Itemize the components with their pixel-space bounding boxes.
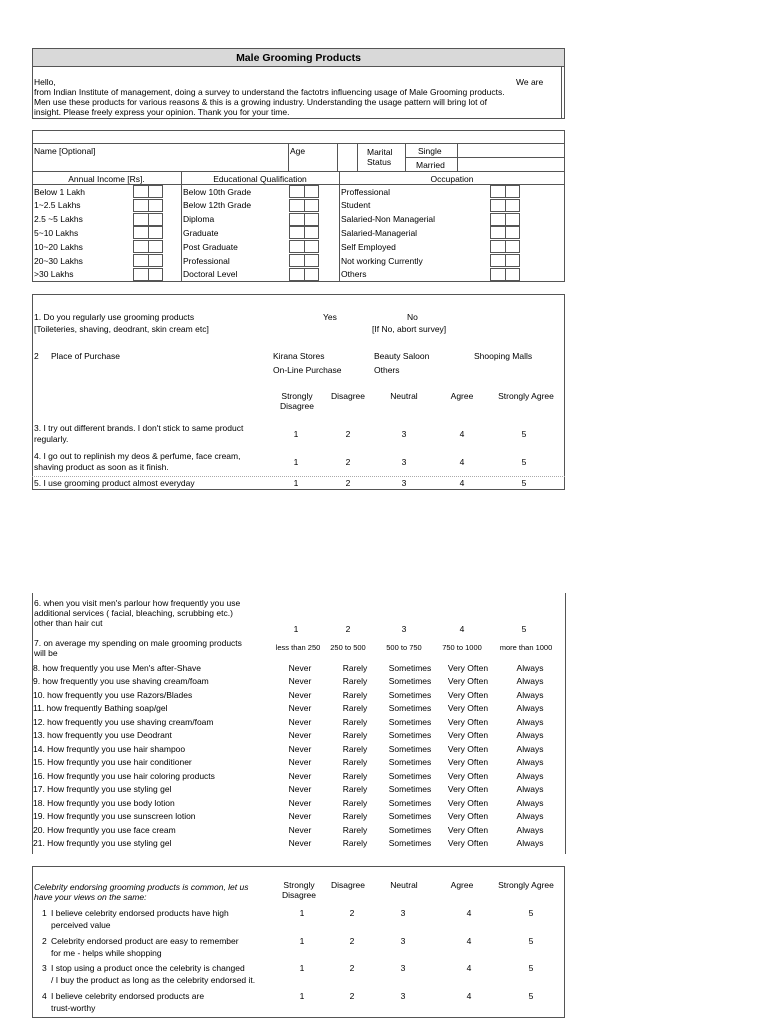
scale-strongly-disagree bbox=[270, 391, 324, 411]
table-row bbox=[33, 769, 563, 783]
q6-rating-option[interactable]: 4 bbox=[459, 624, 465, 634]
education-checkbox-alt[interactable] bbox=[305, 226, 319, 239]
frequency-option[interactable]: Sometimes bbox=[388, 703, 432, 714]
frequency-option[interactable]: Very Often bbox=[447, 797, 489, 808]
education-checkbox[interactable] bbox=[289, 268, 305, 281]
income-option: 10~20 Lakhs bbox=[34, 241, 83, 252]
income-checkbox[interactable] bbox=[133, 213, 149, 226]
table-row bbox=[33, 796, 563, 810]
occupation-checkbox[interactable] bbox=[490, 199, 506, 212]
celebrity-rating-option[interactable]: 3 bbox=[400, 990, 406, 1001]
occupation-option: Salaried-Managerial bbox=[341, 227, 418, 238]
education-checkbox-alt[interactable] bbox=[305, 199, 319, 212]
frequency-option[interactable]: Rarely bbox=[342, 716, 368, 727]
celebrity-rating-option[interactable]: 2 bbox=[349, 935, 355, 946]
frequency-question: 9. how frequently you use shaving cream/foam bbox=[33, 676, 209, 687]
section2-right-border bbox=[565, 593, 566, 854]
q6-rating-option[interactable]: 2 bbox=[345, 624, 351, 634]
celebrity-rating-option[interactable]: 3 bbox=[400, 963, 406, 973]
marital-label-2: Status bbox=[367, 157, 392, 167]
frequency-option[interactable]: Sometimes bbox=[388, 757, 432, 768]
frequency-option[interactable]: Never bbox=[288, 730, 312, 741]
rating-option[interactable]: 3 bbox=[401, 429, 407, 439]
frequency-option[interactable]: Never bbox=[288, 743, 312, 754]
profile-line bbox=[32, 171, 565, 172]
rating-option[interactable]: 3 bbox=[401, 457, 407, 467]
celebrity-rating-option[interactable]: 5 bbox=[528, 908, 534, 918]
rating-option[interactable]: 5 bbox=[521, 457, 527, 467]
frequency-option[interactable]: Never bbox=[288, 662, 312, 673]
frequency-option[interactable]: Rarely bbox=[342, 770, 368, 781]
occupation-checkbox-alt[interactable] bbox=[506, 226, 520, 239]
frequency-option[interactable]: Never bbox=[288, 811, 312, 822]
education-checkbox-alt[interactable] bbox=[305, 185, 319, 198]
frequency-option[interactable]: Very Often bbox=[447, 716, 489, 727]
rating-option[interactable]: 4 bbox=[459, 457, 465, 467]
table-row bbox=[33, 702, 563, 716]
q5-text: 5. I use grooming product almost everyday bbox=[34, 478, 195, 488]
income-option: 1~2.5 Lakhs bbox=[34, 200, 81, 211]
frequency-question: 16. How frequntly you use hair coloring products bbox=[33, 770, 215, 781]
frequency-option[interactable]: Rarely bbox=[342, 743, 368, 754]
income-option: 5~10 Lakhs bbox=[34, 227, 79, 238]
marital-label: Marital bbox=[367, 147, 393, 157]
others-option[interactable]: Others bbox=[374, 365, 400, 375]
name-label: Name [Optional] bbox=[34, 146, 96, 156]
frequency-option[interactable]: Rarely bbox=[342, 662, 368, 673]
income-header: Annual Income [Rs]. bbox=[68, 174, 145, 184]
q6-text-3: other than hair cut bbox=[34, 618, 103, 628]
rating-option[interactable]: 2 bbox=[345, 429, 351, 439]
frequency-option[interactable]: Never bbox=[288, 784, 312, 795]
profile-line bbox=[32, 143, 565, 144]
frequency-option[interactable]: Very Often bbox=[447, 743, 489, 754]
frequency-option[interactable]: Sometimes bbox=[388, 811, 432, 822]
frequency-option[interactable]: Sometimes bbox=[388, 770, 432, 781]
education-option: Post Graduate bbox=[183, 241, 238, 252]
celebrity-rating-option[interactable]: 2 bbox=[349, 908, 355, 918]
rating-option[interactable]: 2 bbox=[345, 457, 351, 467]
education-option: Doctoral Level bbox=[183, 269, 238, 280]
frequency-option[interactable]: Rarely bbox=[342, 824, 368, 835]
q1-text-2: [Toileteries, shaving, deodrant, skin cream etc] bbox=[34, 324, 209, 334]
table-row bbox=[33, 742, 563, 756]
education-checkbox-alt[interactable] bbox=[305, 254, 319, 267]
occupation-header: Occupation bbox=[430, 174, 474, 184]
occupation-option: Proffessional bbox=[341, 186, 390, 197]
income-checkbox-alt[interactable] bbox=[149, 226, 163, 239]
frequency-option[interactable]: Sometimes bbox=[388, 824, 432, 835]
rating-option[interactable]: 4 bbox=[459, 478, 465, 488]
scale-text: Strongly bbox=[283, 880, 315, 890]
income-checkbox-alt[interactable] bbox=[149, 199, 163, 212]
frequency-option[interactable]: Sometimes bbox=[388, 689, 432, 700]
occupation-checkbox[interactable] bbox=[490, 185, 506, 198]
frequency-option[interactable]: Never bbox=[288, 689, 312, 700]
celebrity-item-number: 2 bbox=[42, 935, 47, 946]
frequency-option[interactable]: Very Often bbox=[447, 689, 489, 700]
celebrity-item-number: 3 bbox=[42, 963, 47, 973]
s3-intro: Celebrity endorsing grooming products is common, let us bbox=[34, 882, 249, 892]
frequency-option[interactable]: Very Often bbox=[447, 824, 489, 835]
profile-line bbox=[339, 171, 340, 282]
education-checkbox[interactable] bbox=[289, 213, 305, 226]
frequency-option[interactable]: Sometimes bbox=[388, 743, 432, 754]
frequency-option[interactable]: Sometimes bbox=[388, 838, 432, 849]
occupation-checkbox-alt[interactable] bbox=[506, 199, 520, 212]
frequency-question: 11. how frequently Bathing soap/gel bbox=[33, 703, 168, 714]
rating-option[interactable]: 5 bbox=[521, 429, 527, 439]
scale-strongly-agree: Strongly Agree bbox=[498, 391, 554, 401]
header-box bbox=[32, 48, 565, 119]
occupation-option: Student bbox=[341, 200, 371, 211]
q6-rating-option[interactable]: 1 bbox=[293, 624, 299, 634]
header-right-border bbox=[561, 66, 562, 118]
q6-text: 6. when you visit men's parlour how frequently you use bbox=[34, 598, 241, 608]
education-checkbox-alt[interactable] bbox=[305, 268, 319, 281]
income-checkbox[interactable] bbox=[133, 226, 149, 239]
scale-neutral: Neutral bbox=[390, 391, 418, 401]
occupation-checkbox[interactable] bbox=[490, 268, 506, 281]
rating-option[interactable]: 1 bbox=[293, 429, 299, 439]
q4-text-2: shaving product as soon as it finish. bbox=[34, 462, 169, 472]
income-checkbox[interactable] bbox=[133, 199, 149, 212]
scale-text-2: Disagree bbox=[281, 890, 317, 900]
q1-text: 1. Do you regularly use grooming products bbox=[34, 312, 195, 322]
education-checkbox-alt[interactable] bbox=[305, 213, 319, 226]
q2-number: 2 bbox=[34, 351, 39, 361]
celebrity-rating-option[interactable]: 1 bbox=[299, 935, 305, 946]
frequency-option[interactable]: Never bbox=[288, 716, 312, 727]
q6-rating-option[interactable]: 3 bbox=[401, 624, 407, 634]
frequency-option[interactable]: Always bbox=[516, 662, 544, 673]
income-option: 2.5 ~5 Lakhs bbox=[34, 214, 83, 225]
education-checkbox[interactable] bbox=[289, 199, 305, 212]
celebrity-rating-option[interactable]: 5 bbox=[528, 963, 534, 973]
education-option: Diploma bbox=[183, 214, 215, 225]
frequency-option[interactable]: Never bbox=[288, 770, 312, 781]
occupation-option: Not working Currently bbox=[341, 255, 423, 266]
frequency-option[interactable]: Always bbox=[516, 689, 544, 700]
frequency-question: 20. How frequntly you use face cream bbox=[33, 824, 176, 835]
frequency-option[interactable]: Very Often bbox=[447, 770, 489, 781]
frequency-option[interactable]: Rarely bbox=[342, 757, 368, 768]
s3-scale-strongly-agree: Strongly Agree bbox=[498, 880, 554, 890]
q6-rating-option[interactable]: 5 bbox=[521, 624, 527, 634]
frequency-option[interactable]: Always bbox=[516, 703, 544, 714]
frequency-option[interactable]: Rarely bbox=[342, 784, 368, 795]
education-checkbox[interactable] bbox=[289, 240, 305, 253]
kirana-option[interactable]: Kirana Stores bbox=[273, 351, 325, 361]
frequency-option[interactable]: Always bbox=[516, 730, 544, 741]
celebrity-item-text: I believe celebrity endorsed products are bbox=[51, 990, 205, 1001]
spend-option[interactable]: less than 250 bbox=[275, 643, 321, 652]
q7-text-2: will be bbox=[34, 648, 58, 658]
education-checkbox[interactable] bbox=[289, 226, 305, 239]
q4-text: 4. I go out to replinish my deos & perfume, face cream, bbox=[34, 451, 241, 461]
intro-line-3: insight. Please freely express your opinion. Thank you for your time. bbox=[34, 107, 290, 117]
celebrity-item-text-2: trust-worthy bbox=[51, 1002, 96, 1013]
q6-text-2: additional services ( facial, bleaching, scrubbing etc.) bbox=[34, 608, 233, 618]
q2-label: Place of Purchase bbox=[51, 351, 120, 361]
rating-option[interactable]: 2 bbox=[345, 478, 351, 488]
occupation-option: Others bbox=[341, 269, 367, 280]
malls-option[interactable]: Shooping Malls bbox=[474, 351, 533, 361]
income-checkbox[interactable] bbox=[133, 254, 149, 267]
celebrity-rating-option[interactable]: 1 bbox=[299, 908, 305, 918]
table-row bbox=[33, 729, 563, 743]
celebrity-item-number: 4 bbox=[42, 990, 47, 1001]
frequency-option[interactable]: Very Often bbox=[447, 703, 489, 714]
income-checkbox[interactable] bbox=[133, 240, 149, 253]
education-option: Professional bbox=[183, 255, 230, 266]
q1-yes-option[interactable]: Yes bbox=[323, 312, 337, 322]
frequency-option[interactable]: Rarely bbox=[342, 703, 368, 714]
frequency-option[interactable]: Always bbox=[516, 811, 544, 822]
frequency-option[interactable]: Very Often bbox=[447, 811, 489, 822]
s3-scale-neutral: Neutral bbox=[390, 880, 418, 890]
frequency-option[interactable]: Sometimes bbox=[388, 716, 432, 727]
frequency-option[interactable]: Rarely bbox=[342, 676, 368, 687]
beauty-saloon-option[interactable]: Beauty Saloon bbox=[374, 351, 430, 361]
occupation-checkbox-alt[interactable] bbox=[506, 254, 520, 267]
frequency-option[interactable]: Never bbox=[288, 797, 312, 808]
frequency-question: 12. how frequently you use shaving cream/foam bbox=[33, 716, 214, 727]
q7-text: 7. on average my spending on male grooming products bbox=[34, 638, 242, 648]
q5-underline bbox=[32, 476, 565, 477]
frequency-option[interactable]: Always bbox=[516, 716, 544, 727]
income-checkbox-alt[interactable] bbox=[149, 254, 163, 267]
celebrity-rating-option[interactable]: 5 bbox=[528, 935, 534, 946]
scale-disagree: Disagree bbox=[330, 391, 366, 401]
spend-option[interactable]: 500 to 750 bbox=[386, 643, 422, 652]
celebrity-rating-option[interactable]: 1 bbox=[299, 963, 305, 973]
education-header: Educational Qualification bbox=[213, 174, 307, 184]
frequency-question: 19. How frequntly you use sunscreen lotion bbox=[33, 811, 196, 822]
q3-text-2: regularly. bbox=[34, 434, 69, 444]
frequency-question: 14. How frequntly you use hair shampoo bbox=[33, 743, 186, 754]
spend-option[interactable]: more than 1000 bbox=[499, 643, 553, 652]
frequency-option[interactable]: Very Often bbox=[447, 838, 489, 849]
married-option[interactable]: Married bbox=[416, 160, 445, 170]
scale-text-2: Disagree bbox=[279, 401, 315, 411]
celebrity-item-text: I stop using a product once the celebrity is changed bbox=[51, 963, 245, 973]
frequency-option[interactable]: Rarely bbox=[342, 797, 368, 808]
education-checkbox[interactable] bbox=[289, 185, 305, 198]
occupation-checkbox[interactable] bbox=[490, 240, 506, 253]
table-row bbox=[33, 810, 563, 824]
occupation-checkbox-alt[interactable] bbox=[506, 185, 520, 198]
rating-option[interactable]: 3 bbox=[401, 478, 407, 488]
frequency-option[interactable]: Sometimes bbox=[388, 797, 432, 808]
q3-text: 3. I try out different brands. I don't stick to same product bbox=[34, 423, 244, 433]
frequency-option[interactable]: Rarely bbox=[342, 838, 368, 849]
celebrity-rating-option[interactable]: 4 bbox=[466, 935, 472, 946]
frequency-option[interactable]: Always bbox=[516, 797, 544, 808]
frequency-option[interactable]: Never bbox=[288, 838, 312, 849]
profile-line bbox=[337, 143, 338, 171]
we-are: We are bbox=[516, 77, 544, 87]
frequency-table bbox=[33, 661, 563, 850]
frequency-option[interactable]: Very Often bbox=[447, 662, 489, 673]
frequency-question: 21. How frequntly you use styling gel bbox=[33, 838, 172, 849]
frequency-option[interactable]: Always bbox=[516, 757, 544, 768]
education-checkbox[interactable] bbox=[289, 254, 305, 267]
occupation-checkbox-alt[interactable] bbox=[506, 268, 520, 281]
celebrity-item-text-2: perceived value bbox=[51, 920, 111, 930]
frequency-option[interactable]: Sometimes bbox=[388, 730, 432, 741]
spend-option[interactable]: 250 to 500 bbox=[330, 643, 366, 652]
occupation-checkbox[interactable] bbox=[490, 254, 506, 267]
income-checkbox[interactable] bbox=[133, 268, 149, 281]
frequency-option[interactable]: Never bbox=[288, 703, 312, 714]
rating-option[interactable]: 1 bbox=[293, 457, 299, 467]
frequency-question: 17. How frequntly you use styling gel bbox=[33, 784, 172, 795]
celebrity-rating-option[interactable]: 2 bbox=[349, 990, 355, 1001]
table-row bbox=[33, 661, 563, 675]
table-row bbox=[33, 688, 563, 702]
spend-option[interactable]: 750 to 1000 bbox=[442, 643, 482, 652]
frequency-option[interactable]: Sometimes bbox=[388, 662, 432, 673]
greeting: Hello, bbox=[34, 77, 56, 87]
frequency-option[interactable]: Rarely bbox=[342, 689, 368, 700]
celebrity-rating-option[interactable]: 4 bbox=[466, 963, 472, 973]
scale-text: Strongly bbox=[281, 391, 313, 401]
s3-scale-disagree: Disagree bbox=[330, 880, 366, 890]
frequency-option[interactable]: Always bbox=[516, 838, 544, 849]
education-checkbox-alt[interactable] bbox=[305, 240, 319, 253]
occupation-checkbox-alt[interactable] bbox=[506, 213, 520, 226]
celebrity-item-text-2: / I buy the product as long as the celebrity endorsed it. bbox=[51, 975, 256, 985]
celebrity-item-number: 1 bbox=[42, 908, 47, 918]
income-checkbox[interactable] bbox=[133, 185, 149, 198]
frequency-option[interactable]: Sometimes bbox=[388, 784, 432, 795]
celebrity-rating-option[interactable]: 2 bbox=[349, 963, 355, 973]
frequency-option[interactable]: Rarely bbox=[342, 811, 368, 822]
income-option: Below 1 Lakh bbox=[34, 186, 86, 197]
celebrity-rating-option[interactable]: 3 bbox=[400, 908, 406, 918]
frequency-option[interactable]: Always bbox=[516, 824, 544, 835]
frequency-option[interactable]: Never bbox=[288, 824, 312, 835]
q1-no-option[interactable]: No bbox=[407, 312, 418, 322]
profile-line bbox=[288, 143, 289, 171]
scale-agree: Agree bbox=[450, 391, 474, 401]
celebrity-item-text: I believe celebrity endorsed products have high bbox=[51, 908, 229, 918]
table-row bbox=[33, 837, 563, 851]
occupation-checkbox[interactable] bbox=[490, 213, 506, 226]
table-row bbox=[33, 715, 563, 729]
occupation-option: Self Employed bbox=[341, 241, 396, 252]
frequency-option[interactable]: Never bbox=[288, 757, 312, 768]
frequency-option[interactable]: Very Often bbox=[447, 676, 489, 687]
s3-scale-strongly-disagree bbox=[272, 880, 326, 900]
income-checkbox-alt[interactable] bbox=[149, 213, 163, 226]
celebrity-rating-option[interactable]: 1 bbox=[299, 990, 305, 1001]
intro-line-2: Men use these products for various reasons & this is a growing industry. Understanding the usage pattern will bring lot of bbox=[34, 97, 487, 107]
frequency-option[interactable]: Always bbox=[516, 770, 544, 781]
survey-title: Male Grooming Products bbox=[236, 52, 361, 64]
age-label: Age bbox=[290, 146, 306, 156]
profile-line bbox=[181, 171, 182, 282]
frequency-question: 18. How frequntly you use body lotion bbox=[33, 797, 175, 808]
frequency-option[interactable]: Rarely bbox=[342, 730, 368, 741]
education-option: Below 12th Grade bbox=[183, 200, 252, 211]
profile-line bbox=[405, 157, 565, 158]
frequency-option[interactable]: Never bbox=[288, 676, 312, 687]
celebrity-item-text: Celebrity endorsed product are easy to remember bbox=[51, 935, 239, 946]
frequency-option[interactable]: Very Often bbox=[447, 757, 489, 768]
frequency-question: 8. how frequently you use Men's after-Shave bbox=[33, 662, 201, 673]
celebrity-rating-option[interactable]: 5 bbox=[528, 990, 534, 1001]
occupation-checkbox[interactable] bbox=[490, 226, 506, 239]
frequency-option[interactable]: Very Often bbox=[447, 730, 489, 741]
income-checkbox-alt[interactable] bbox=[149, 240, 163, 253]
s3-scale-agree: Agree bbox=[450, 880, 474, 890]
rating-option[interactable]: 1 bbox=[293, 478, 299, 488]
frequency-question: 15. How frequntly you use hair conditioner bbox=[33, 757, 192, 768]
income-checkbox-alt[interactable] bbox=[149, 268, 163, 281]
q1-no-note: [If No, abort survey] bbox=[372, 324, 447, 334]
frequency-option[interactable]: Always bbox=[516, 676, 544, 687]
occupation-checkbox-alt[interactable] bbox=[506, 240, 520, 253]
rating-option[interactable]: 4 bbox=[459, 429, 465, 439]
profile-line bbox=[357, 143, 358, 171]
education-option: Below 10th Grade bbox=[183, 186, 252, 197]
frequency-option[interactable]: Always bbox=[516, 743, 544, 754]
frequency-option[interactable]: Sometimes bbox=[388, 676, 432, 687]
celebrity-item-text-2: for me - helps while shopping bbox=[51, 947, 162, 958]
income-option: >30 Lakhs bbox=[34, 269, 74, 280]
table-row bbox=[33, 783, 563, 797]
frequency-option[interactable]: Always bbox=[516, 784, 544, 795]
celebrity-rating-option[interactable]: 3 bbox=[400, 935, 406, 946]
frequency-question: 13. how frequently you use Deodrant bbox=[33, 730, 172, 741]
celebrity-rating-option[interactable]: 4 bbox=[466, 990, 472, 1001]
frequency-question: 10. how frequently you use Razors/Blades bbox=[33, 689, 193, 700]
s3-intro-2: have your views on the same: bbox=[34, 892, 147, 902]
table-row bbox=[33, 675, 563, 689]
income-checkbox-alt[interactable] bbox=[149, 185, 163, 198]
intro-line-1: from Indian Institute of management, doing a survey to understand the factotrs influencing usage of Male Grooming products. bbox=[34, 87, 505, 97]
income-option: 20~30 Lakhs bbox=[34, 255, 83, 266]
online-option[interactable]: On-Line Purchase bbox=[273, 365, 342, 375]
single-option[interactable]: Single bbox=[418, 146, 442, 156]
rating-option[interactable]: 5 bbox=[521, 478, 527, 488]
table-row bbox=[33, 823, 563, 837]
table-row bbox=[33, 756, 563, 770]
frequency-option[interactable]: Very Often bbox=[447, 784, 489, 795]
occupation-option: Salaried-Non Managerial bbox=[341, 214, 436, 225]
celebrity-rating-option[interactable]: 4 bbox=[466, 908, 472, 918]
education-option: Graduate bbox=[183, 227, 219, 238]
